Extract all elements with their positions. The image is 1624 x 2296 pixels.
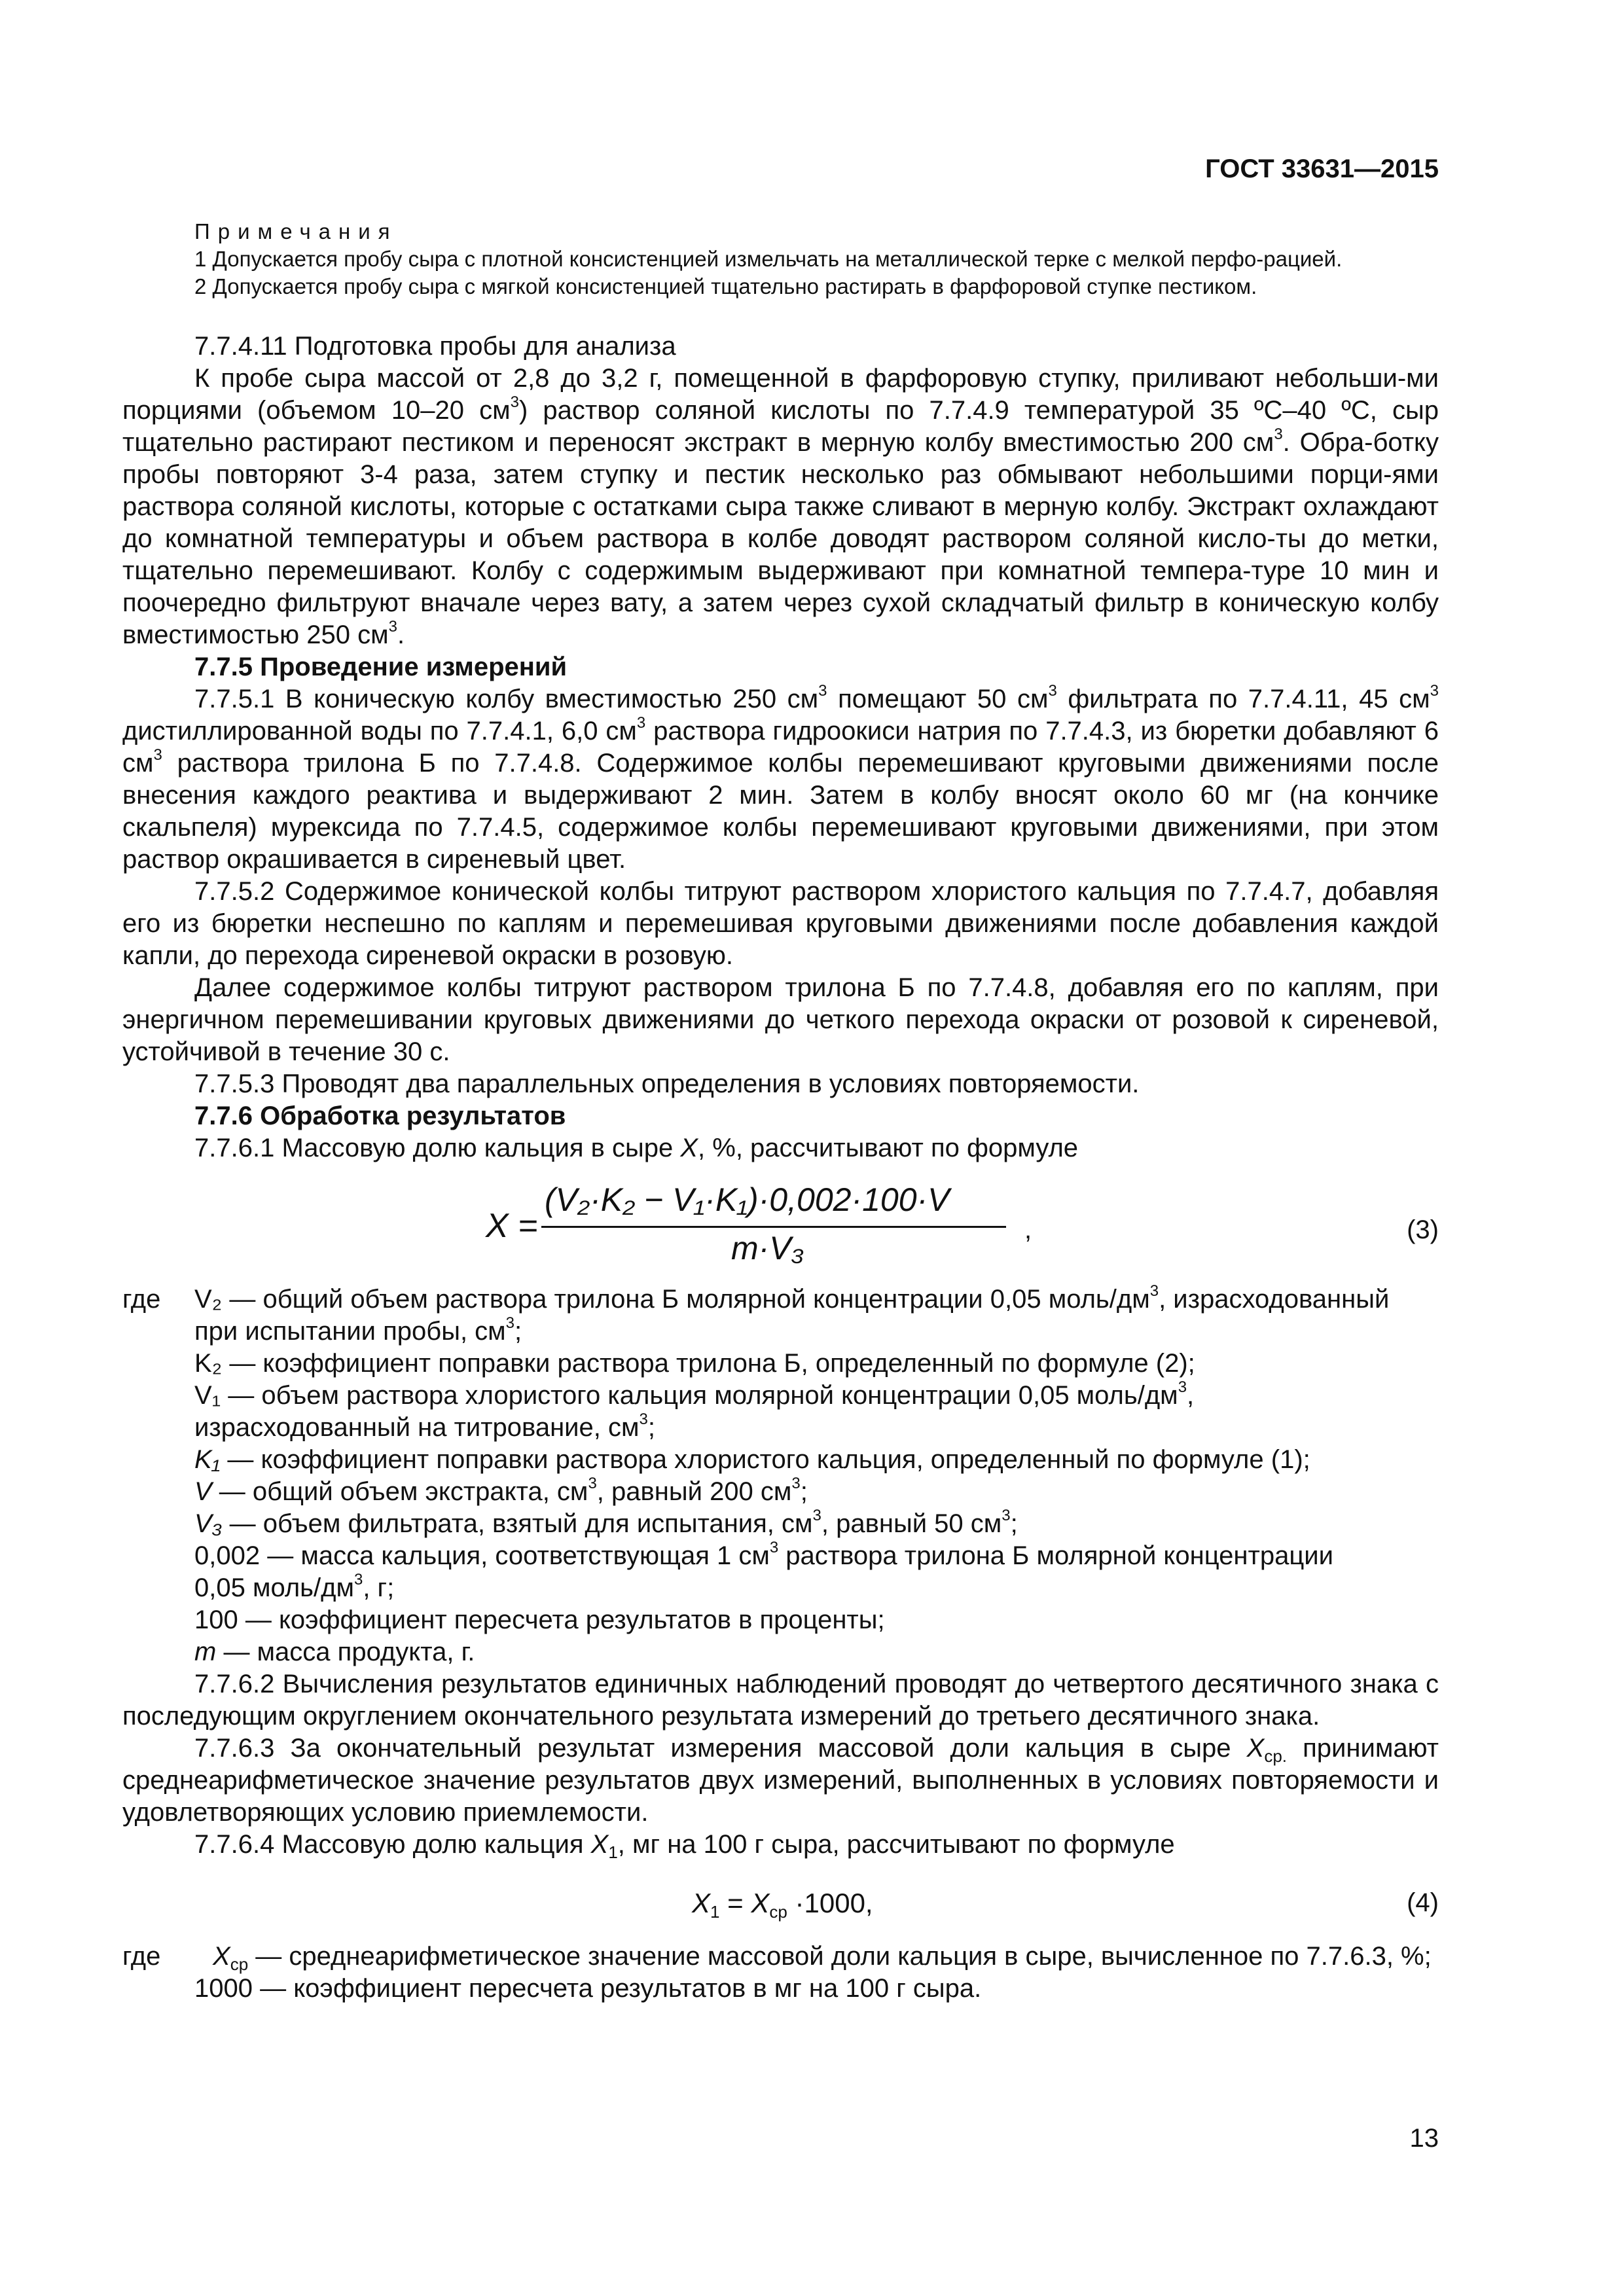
fraction-bar (541, 1226, 1006, 1228)
text-run: израсходованный на титрование, см (194, 1413, 640, 1442)
def-v (194, 1476, 1439, 1508)
where-block (122, 1283, 1439, 1348)
superscript: 3 (1430, 682, 1439, 700)
section-7-7-6-2-text: 7.7.6.2 Вычисления результатов единичных наблюдений проводят до четвертого десятичного знака с последующим округлением окончательного результата измерений до третьего десятичного знака. (122, 1670, 1439, 1731)
text-run: помещают 50 см (827, 685, 1049, 713)
text-run: 0,002 — масса кальция, соответствующая 1 см (194, 1541, 770, 1570)
section-7-7-5-2-text: 7.7.5.2 Содержимое конической колбы титруют раствором хлористого кальция по 7.7.4.7, добавляя его из бюретки неспешно по каплям и перемешивая круговыми движениями после добавления каждой капли, до перехода сиреневой окраски в розовую. (122, 877, 1439, 970)
text-run: — объем фильтрата, взятый для испытания, см (222, 1509, 813, 1538)
text-run: ·1000, (787, 1888, 873, 1918)
variable-x: X (680, 1134, 698, 1162)
superscript: 3 (510, 393, 519, 411)
equals-sign: = (719, 1888, 751, 1918)
symbol: V₂ (194, 1285, 223, 1314)
where-definitions (183, 1283, 1439, 1348)
formula-3-number: (3) (1407, 1215, 1439, 1244)
subscript: 1 (608, 1842, 618, 1862)
formula-3 (122, 1181, 1439, 1276)
document-header: ГОСТ 33631—2015 (1205, 154, 1439, 183)
subscript: ср (230, 1954, 249, 1974)
section-7-7-6-4-text (122, 1829, 1439, 1861)
text-run: 7.7.6.4 Массовую долю кальция (194, 1830, 591, 1859)
page-number: 13 (1409, 2124, 1439, 2153)
text-run: дистиллированной воды по 7.7.4.1, 6,0 см (122, 717, 637, 745)
text-run: ; (800, 1477, 808, 1506)
def-v1 (194, 1380, 1439, 1412)
def-0002-cont (194, 1572, 1439, 1604)
section-7-7-4-11-text (122, 363, 1439, 651)
text-run: принимают среднеарифметическое значение результатов двух измерений, выполненных в условиях повторяемости и удовлетворяющих условию приемлемости. (122, 1734, 1439, 1827)
text-run: 0,05 моль/дм (194, 1573, 354, 1602)
text-run: . (397, 620, 405, 649)
text-run: — коэффициент поправки раствора хлористого кальция, определенный по формуле (1); (220, 1445, 1310, 1474)
text-run: — общий объем раствора трилона Б молярной концентрации 0,05 моль/дм (222, 1285, 1150, 1314)
subscript: 1 (710, 1902, 720, 1922)
superscript: 3 (791, 1475, 801, 1492)
text-run: , равный 200 см (596, 1477, 792, 1506)
section-7-7-5-title: 7.7.5 Проведение измерений (194, 653, 568, 681)
text-run: раствора трилона Б по 7.7.4.8. Содержимое колбы перемешивают круговыми движениями после внесения каждого реактива и выдерживают 2 мин. Затем в колбу вносят около 60 мг (на кончике скальпеля) мурексида по 7.7.4.5, содержимое колбы перемешивают круговыми движениями, при этом раствор окрашивается в сиреневый цвет. (122, 749, 1439, 874)
def-v3 (194, 1508, 1439, 1540)
text-run: V₁ — объем раствора хлористого кальция молярной концентрации 0,05 моль/дм (194, 1381, 1178, 1410)
note-2: 2 Допускается пробу сыра с мягкой консистенцией тщательно растирать в фарфоровой ступке пестиком. (194, 274, 1257, 298)
text-run: , (1187, 1381, 1195, 1410)
def-0002 (194, 1540, 1439, 1572)
def-v1-cont (194, 1412, 1439, 1444)
text-run: фильтрата по 7.7.4.11, 45 см (1056, 685, 1430, 713)
def-k1 (194, 1444, 1439, 1476)
section-7-7-5-3-text: 7.7.5.3 Проводят два параллельных определения в условиях повторяемости. (194, 1069, 1140, 1098)
subscript: ср (769, 1902, 787, 1922)
text-run: К пробе сыра массой от 2,8 до 3,2 г, помещенной в фарфоровую ступку, приливают небольши-ми порциями (объемом 10–20 см (122, 364, 1439, 425)
formula-3-comma: , (1024, 1215, 1032, 1244)
symbol: K₁ (194, 1445, 221, 1474)
spacer (122, 300, 1439, 331)
superscript: 3 (153, 746, 162, 764)
text-run: , %, рассчитывают по формуле (698, 1134, 1079, 1162)
subscript: ср. (1264, 1746, 1287, 1766)
section-7-7-6-3-text (122, 1732, 1439, 1829)
notes-title: Примечания (194, 219, 398, 243)
variable-x: X (1246, 1734, 1265, 1763)
text-run: , г; (363, 1573, 395, 1602)
superscript: 3 (818, 682, 827, 700)
text-run: , мг на 100 г сыра, рассчитывают по формуле (617, 1830, 1175, 1859)
text-run: 7.7.6.1 Массовую долю кальция в сыре (194, 1134, 681, 1162)
def-xcp (183, 1941, 1439, 1973)
def-1000: 1000 — коэффициент пересчета результатов в мг на 100 г сыра. (194, 1974, 982, 2003)
text-run: . Обра-ботку пробы повторяют 3-4 раза, затем ступку и пестик несколько раз обмывают небольшими порци-ями раствора соляной кислоты, которые с остатками сыра также сливают в мерную колбу. Экстракт охлаждают до комнатной температуры и объем раствора в колбе доводят раствором соляной кисло-ты до метки, тщательно перемешивают. Колбу с содержимым выдерживают при комнатной темпера-туре 10 мин и поочередно фильтруют вначале через вату, а затем через сухой складчатый фильтр в коническую колбу вместимостью 250 см (122, 428, 1439, 649)
superscript: 3 (588, 1475, 597, 1492)
text-run: при испытании пробы, см (194, 1317, 506, 1346)
def-100: 100 — коэффициент пересчета результатов в проценты; (194, 1605, 885, 1634)
text-run: ; (1010, 1509, 1018, 1538)
def-v2 (183, 1283, 1439, 1316)
page-content (122, 218, 1439, 2005)
variable-x: X (590, 1830, 609, 1859)
text-run: ) раствор соляной кислоты по 7.7.4.9 температурой 35 ºС–40 ºС, сыр тщательно растирают пестиком и переносят экстракт в мерную колбу вместимостью 200 см (122, 396, 1439, 457)
text-run: — среднеарифметическое значение массовой доли кальция в сыре, вычисленное по 7.7.6.3, %; (248, 1942, 1432, 1971)
variable-x1: X (692, 1888, 711, 1918)
def-k2: K₂ — коэффициент поправки раствора трилона Б, определенный по формуле (2); (194, 1349, 1195, 1378)
text-run: , равный 50 см (821, 1509, 1002, 1538)
formula-4-number: (4) (1407, 1888, 1439, 1917)
superscript: 3 (1149, 1282, 1159, 1300)
section-7-7-4-11-title: 7.7.4.11 Подготовка пробы для анализа (194, 332, 676, 361)
where-block-2 (122, 1941, 1439, 1973)
text-run: раствора трилона Б молярной концентрации (778, 1541, 1333, 1570)
text-run: — общий объем экстракта, см (211, 1477, 588, 1506)
superscript: 3 (1001, 1507, 1011, 1524)
superscript: 3 (639, 1410, 648, 1428)
formula-3-denominator: m·V₃ (731, 1230, 804, 1266)
variable-xcp: X (751, 1888, 770, 1918)
section-7-7-6-title: 7.7.6 Обработка результатов (194, 1102, 566, 1130)
where-label-2: где (122, 1942, 161, 1971)
formula-4-expression (692, 1887, 873, 1922)
section-7-7-5-1-text (122, 683, 1439, 876)
superscript: 3 (636, 714, 646, 732)
text-run: 7.7.5.1 В коническую колбу вместимостью 250 см (194, 685, 819, 713)
symbol: m (194, 1638, 217, 1666)
text-run: раствора гидроокиси натрия по 7.7.4.3, из бюретки добавляют 6 см (122, 717, 1439, 778)
text-run: ; (514, 1317, 522, 1346)
def-v2-cont (183, 1316, 1439, 1348)
formula-3-numerator: (V₂·K₂ − V₁·K₁)·0,002·100·V (545, 1181, 950, 1218)
formula-3-lhs: X = (486, 1207, 538, 1245)
text-run: ; (647, 1413, 655, 1442)
section-7-7-5-2-cont-text: Далее содержимое колбы титруют раствором трилона Б по 7.7.4.8, добавляя его по каплям, при энергичном перемешивании круговых движениями до четкого перехода окраски от розовой к сиреневой, устойчивой в течение 30 с. (122, 973, 1439, 1066)
superscript: 3 (1274, 425, 1283, 443)
text-run: 7.7.6.3 За окончательный результат измерения массовой доли кальция в сыре (194, 1734, 1247, 1763)
superscript: 3 (353, 1571, 363, 1588)
note-1: 1 Допускается пробу сыра с плотной консистенцией измельчать на металлической терке с мелкой перфо-рацией. (194, 247, 1343, 271)
superscript: 3 (1178, 1378, 1187, 1396)
text-run: , израсходованный (1159, 1285, 1390, 1314)
superscript: 3 (505, 1314, 515, 1332)
superscript: 3 (769, 1539, 779, 1556)
symbol: X (213, 1942, 230, 1971)
where-label: где (122, 1285, 161, 1314)
symbol: V (194, 1477, 212, 1506)
formula-4 (122, 1880, 1439, 1926)
def-m (194, 1636, 1439, 1668)
symbol: V₃ (194, 1509, 223, 1538)
superscript: 3 (388, 618, 397, 636)
section-7-7-6-1-text (122, 1132, 1439, 1164)
text-run: — масса продукта, г. (216, 1638, 475, 1666)
superscript: 3 (1048, 682, 1057, 700)
superscript: 3 (812, 1507, 821, 1524)
